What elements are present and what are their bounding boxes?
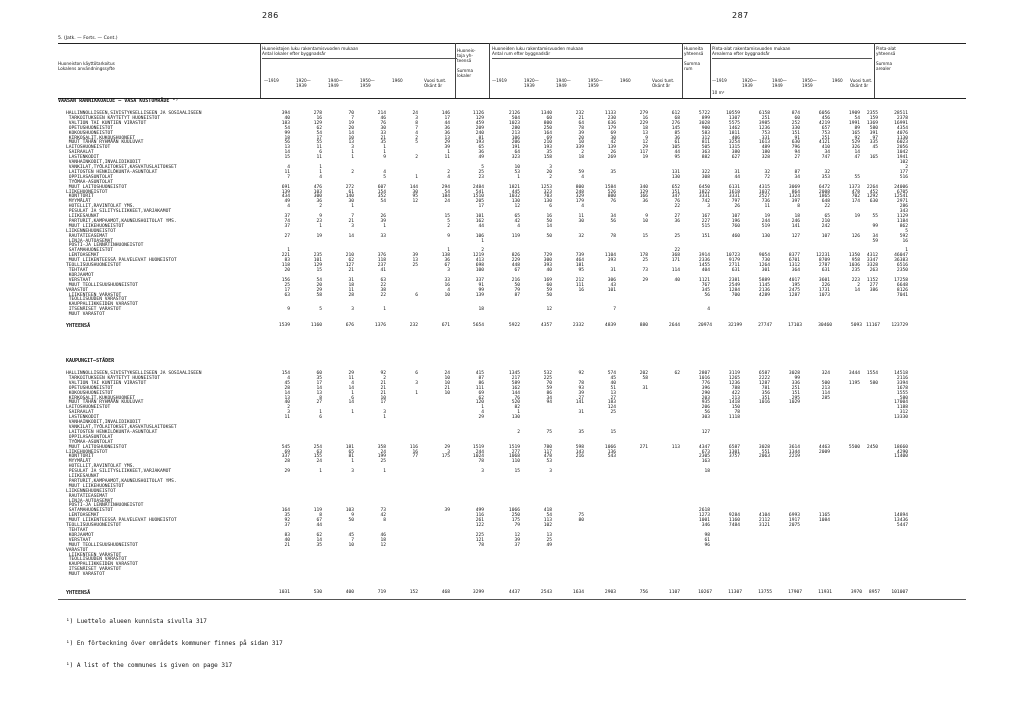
table-label: 5. (Jatk. — Forts. — Cont.) <box>58 36 118 41</box>
room-group-rule <box>492 58 682 59</box>
total-room-cell: 2332 <box>572 323 584 328</box>
area-column: 324 500 213 114 285 4463 2009 1165 1084 <box>818 371 830 524</box>
total-count-cell: 400 <box>345 590 354 595</box>
stub-head <box>58 61 115 71</box>
area-column: 6056 456 4219 657 753 251 4121 410 34 747 32 353 6472 2008 1865 648 22 65 210 242 107 12231 8709 2787 631 3601 226 1731 1073 <box>816 111 830 298</box>
total-count-cell: 152 <box>409 590 418 595</box>
area-total-column: 14518 2116 3394 1678 1555 580 17004 1188 312 13330 18660 4290 11400 14894 13436 5447 <box>894 371 908 529</box>
area-column: 3119 1265 1236 788 422 213 1418 150 78 1118 6587 1301 3757 9284 1160 7484 <box>728 371 740 529</box>
footnote-rule <box>58 599 966 600</box>
count-column: 24 10 10 21 10 29 3 175 39 <box>441 371 450 514</box>
room-column: 612 68 276 145 85 36 61 105 44 95 131 130 652 151 347 76 22 27 36 25 22 368 171 114 40 <box>671 111 680 283</box>
total-area-cell: 17907 <box>788 590 802 595</box>
total-room-cell: 1107 <box>668 590 680 595</box>
total-area-cell: 11307 <box>728 590 742 595</box>
total-label-coastal: YHTEENSÄ <box>66 323 91 329</box>
area-column: 6158 251 3985 1236 753 331 1613 489 180 328 32 72 4315 1037 2527 736 11 19 244 519 130 9054 730 1264 301 5889 1145 2136 4289 <box>758 111 770 298</box>
count-column: 394 40 183 54 99 18 56 13 14 15 4 11 7 691 139 434 49 4 37 74 37 27 1 221 83 118 20 156 25 17 63 9 <box>281 111 290 313</box>
room-column: 574 45 40 51 13 27 183 124 25 15 1066 136 543 <box>604 371 616 460</box>
area-column: 1554 580 2450 <box>866 371 878 450</box>
stub-head-fi: Huoneiston käyttötarkoitus <box>58 61 115 66</box>
room-column: 62 113 <box>671 371 680 450</box>
room-col-head: —1919 <box>492 78 507 83</box>
room-column: 532 225 70 59 86 34 94 75 780 117 478 53 3 418 54 113 102 13 25 49 <box>543 371 552 548</box>
area-group-head-sv: Arealerna efter byggnadsår <box>712 51 770 56</box>
total-area-cell: 11931 <box>818 590 832 595</box>
total-count-cell: 1539 <box>278 323 290 328</box>
count-column: 29 11 4 14 1 6 14 1 181 65 81 1 3 103 9 50 45 7 10 <box>345 371 354 548</box>
stub-head-sv: Lokalens användningssyfte <box>58 66 115 71</box>
room-column: 2126 504 1023 280 213 106 206 191 64 323 10 53 1 1821 445 1032 130 12 65 42 4 119 826 229 448 67 216 50 79 87 <box>508 111 520 298</box>
room-column: 1345 217 589 162 144 76 520 82 1 130 2 1519 277 1068 110 15 1066 250 175 79 12 39 37 <box>508 371 520 548</box>
room-group-head-fi: Huoneiden luku rakentamisvuoden mukaan <box>492 46 584 51</box>
total-count-cell: 671 <box>441 323 450 328</box>
count-group-head-sv: Antal lokaler efter byggnadsår <box>262 51 326 56</box>
total-count-cell: 232 <box>409 323 418 328</box>
total-room-cell: 5922 <box>508 323 520 328</box>
total-count-cell: 676 <box>345 323 354 328</box>
room-total-column: 5722 899 3028 900 583 312 811 505 363 882 322 308 6450 1822 3331 742 3 167 227 515 151 3914 2336 1455 404 1121 767 345 56 4 <box>698 111 710 313</box>
footnote-en: ¹) A list of the communes is given on page 317 <box>66 662 233 670</box>
footnotes <box>66 603 283 677</box>
count-group-head-fi: Huoneistojen luku rakentamisvuoden mukaan <box>262 46 359 51</box>
total-room-cell: 2543 <box>540 590 552 595</box>
total-area-cell: 32199 <box>728 323 742 328</box>
area-col-head: 1940— 1949 <box>772 78 787 88</box>
area-total-column: 28511 2378 16991 4354 4076 1130 6023 2056 1042 1941 102 2 177 516 24006 6705 12541 2971 286 343 1129 1184 862 5 592 16 1 46047 36383 6516 2350 17258 6648 8126 7041 <box>894 111 908 298</box>
count-total-column: 1126 129 459 209 240 81 193 65 36 49 5 25 23 2484 541 1510 205 17 101 162 44 106 1 2 1219 413 698 100 337 91 99 139 18 <box>472 111 484 313</box>
total-room-cell: 4357 <box>540 323 552 328</box>
count-column: 70 7 19 20 14 10 13 3 1 1 2 272 61 140 30 1 7 21 3 14 210 62 127 21 31 18 11 28 3 <box>345 111 354 313</box>
area-col-head: —1919 <box>712 78 727 83</box>
total-area-cell: 11167 <box>866 323 880 328</box>
count-group-rule <box>262 58 457 59</box>
count-column: 24 3 8 7 4 2 5 2 1 144 30 95 12 39 13 25 6 <box>409 111 418 298</box>
row-labels-cities: HALLINNOLLISEEN,SIVISTYKSELLISEEN JA SOSIAALISEEN TARKOITUKSEEN KÄYTETYT HUONEISTOT VALTION TAI KUNTIEN VIRASTOT OPETUSHUONEISTOT KOKOUSHUONEISTOT KIRKOSALIT,KUKOUSHUONEET MUUT TÄHÄN RYHMÄÄN KUULUVAT LAITOSHUONEISTOT SAIRAALAT LASTENKODIT VANHAINKODIT,INVALIDIKODIT VANKILAT,TYÖLAITOKSET,KASVATUSLAITOKSET LAITOSTEN HENKILÖKUNTA-ASUNTOLAT OPPILASASUNTOLAT TYÖMAA-ASUNTOLAT MUUT LAITOSHUONEISTOT LIIKEHUONEISTOT KONTTORIT MYYMÄLÄT HOTELLIT,RAVINTOLAT YMS. PESULAT JA SILITYSLIIKKEET,VARJAKAMOT LIIKESAUNAT PARTURIT,KAMPAAMOT,KAUNEUSHOITOLAT YMS. MUUT LIIKEHUONEISTOT LIIKENNEHUONEISTOT RAUTATIEASEMAT LINJA-AUTOASEMAT POSTI-JA LENNÄTINHUONEISTOT SATAMAHUONEISTOT LENTOASEMAT MUUT LIIKENTEESSÄ PALVELEVAT HUONEISTOT TEOLLISUUSHUONEISTOT TEHTAAT KORJAAMOT VERSTAAT MUUT TEOLLISUUSHUONEISTOT VARASTOT LIIKENTEEN VARASTOT TEOLLISUUDEN VARASTOT KAUPPALIIKKEIDEN VARASTOT ITSENÄISET VARASTOT MUUT VARASTOT <box>66 371 202 578</box>
count-total-column: 415 87 86 111 69 62 120 1 4 29 1519 244 1024 78 3 499 116 261 122 225 121 78 <box>472 371 484 548</box>
total-count-cell: 3299 <box>472 590 484 595</box>
area-group-head <box>712 46 790 56</box>
area-column: 3028 99 336 251 151 295 1029 3614 1344 2219 6993 1917 2075 <box>788 371 800 529</box>
total-count-cell: 468 <box>441 590 450 595</box>
total-room-cell: 1634 <box>572 590 584 595</box>
room-col-head: 1950— 1959 <box>588 78 603 88</box>
total-area-cell: 5093 <box>850 323 862 328</box>
area-column: 6587 2222 1287 781 356 351 1016 3028 551 2063 4104 2112 3121 <box>758 371 770 529</box>
total-room-cell: 4839 <box>604 323 616 328</box>
section-title-coastal: VAASAN RANNIKKOALUE — VASA KUSTOMRÅDE ¹⁾ <box>58 98 179 104</box>
room-col-head: Vuosi tunt. Okänt år <box>652 78 675 88</box>
total-area-cell: 8957 <box>868 590 880 595</box>
room-column: 202 58 31 271 <box>639 371 648 450</box>
total-area-cell: 17103 <box>788 323 802 328</box>
total-area-cell: 30460 <box>818 323 832 328</box>
total-count-cell: 1031 <box>278 590 290 595</box>
area-column: 10559 1307 5575 1462 1811 406 3254 1315 380 627 31 44 6131 1618 3331 797 26 107 196 760 460 10723 9179 2711 631 2381 2549 1284 700 <box>726 111 740 298</box>
row-labels-coastal: HALLINNOLLISEEN,SIVISTYKSELLISEEN JA SOSIAALISEEN TARKOITUKSEEN KÄYTETYT HUONEISTOT VALTION TAI KUNTIEN VIRASTOT OPETUSHUONEISTOT KOKOUSHUONEISTOT KIRKOSALIT,KUKOUSHUONEET MUUT TÄHÄN RYHMÄÄN KUULUVAT LAITOSHUONEISTOT SAIRAALAT LASTENKODIT VANHAINKODIT,INVALIDIKODIT VANKILAT,TYÖLAITOKSET,KASVATUSLAITOKSET LAITOSTEN HENKILÖKUNTA-ASUNTOLAT OPPILASASUNTOLAT TYÖMAA-ASUNTOLAT MUUT LAITOSHUONEISTOT LIIKEHUONEISTOT KONTTORIT MYYMÄLÄT HOTELLIT,RAVINTOLAT YMS. PESULAT JA SILITYSLIIKKEET,VARJAKAMOT LIIKESAUNAT PARTURIT,KAMPAAMOT,KAUNEUSHOITOLAT YMS. MUUT LIIKEHUONEISTOT LIIKENNEHUONEISTOT RAUTATIEASEMAT LINJA-AUTOASEMAT POSTI-JA LENNÄTINHUONEISTOT SATAMAHUONEISTOT LENTOASEMAT MUUT LIIKENTEESSÄ PALVELEVAT HUONEISTOT TEOLLISUUSHUONEISTOT TEHTAAT KORJAAMOT VERSTAAT MUUT TEOLLISUUSHUONEISTOT VARASTOT LIIKENTEEN VARASTOT TEOLLISUUDEN VARASTOT KAUPPALIIKKEIDEN VARASTOT ITSENÄISET VARASTOT MUUT VARASTOT <box>66 111 202 318</box>
area-col-head: 1960 <box>832 78 843 83</box>
count-col-head: 1950— 1959 <box>360 78 375 88</box>
area-column: 3444 1195 5500 <box>848 371 860 450</box>
divider <box>874 43 875 98</box>
total-count-cell: 5654 <box>472 323 484 328</box>
footnote-sv: ¹) En förteckning över områdets kommuner finnes på sidan 317 <box>66 640 283 648</box>
rooms-total-head: Huoneita yhteensä Summa rum <box>684 46 704 71</box>
area-total-head: Pinta-alat yhteensä Summa arealer <box>876 46 896 71</box>
room-col-head: 1960 <box>620 78 631 83</box>
total-room-cell: 2644 <box>668 323 680 328</box>
divider <box>682 43 683 98</box>
total-label-cities: YHTEENSÄ <box>66 590 91 596</box>
total-count-cell: 1160 <box>310 323 322 328</box>
area-column: 874 60 252 330 151 91 630 796 94 27 87 34 3069 864 1324 397 8 18 246 141 127 8377 6701 1312 364 4017 195 2475 1287 <box>788 111 800 298</box>
divider <box>260 43 261 98</box>
total-area-cell: 123729 <box>891 323 908 328</box>
count-column: 92 2 21 21 21 10 17 3 1 358 24 199 25 1 73 42 8 46 18 12 <box>377 371 386 548</box>
count-col-head: 1920— 1939 <box>296 78 311 88</box>
area-column: 2355 159 1369 580 391 97 335 45 165 2264 452 1292 630 55 99 34 59 4312 3347 3328 263 1152 277 386 <box>866 111 878 293</box>
total-count-cell: 530 <box>313 590 322 595</box>
count-col-head: 1960 <box>392 78 403 83</box>
room-column: 1133 230 636 179 69 30 42 139 26 269 35 1584 526 800 76 34 56 78 1104 393 31 306 43 101 7 <box>604 111 616 313</box>
total-area-cell: 27747 <box>758 323 772 328</box>
total-room-cell: 4437 <box>508 590 520 595</box>
count-col-head: 1940— 1949 <box>328 78 343 88</box>
total-count-cell: 1376 <box>374 323 386 328</box>
area-col-head: 1950— 1959 <box>802 78 817 88</box>
total-area-cell: 13755 <box>758 590 772 595</box>
room-column: 279 16 229 18 13 9 12 29 117 19 340 129 166 36 9 10 15 178 25 73 29 <box>639 111 648 283</box>
divider <box>455 43 456 98</box>
divider <box>710 43 711 98</box>
total-room-cell: 880 <box>639 323 648 328</box>
count-column: 60 35 17 14 13 8 27 1 6 254 63 155 24 1 119 8 67 44 62 14 35 <box>313 371 322 548</box>
room-column: 232 21 64 78 39 20 10 339 2 18 59 4 800 248 329 179 4 11 30 32 739 464 181 95 212 111 16 <box>575 111 584 293</box>
area-group-rule <box>712 58 872 59</box>
area-unit: 10 m² <box>712 90 725 95</box>
room-column: 92 78 93 39 27 141 31 35 598 143 216 75 80 <box>575 371 584 524</box>
room-total-column: 2807 1016 776 396 290 203 935 206 56 303 127 4347 673 2305 163 18 2618 1273 1001 346 98 61 96 <box>698 371 710 548</box>
count-group-head <box>262 46 358 56</box>
count-col-head: Vuosi tunt. Okänt år <box>424 78 447 88</box>
area-col-head: 1920— 1939 <box>742 78 757 88</box>
count-column: 278 16 129 62 54 17 55 11 6 11 1 1 4 476 103 300 36 2 9 23 1 19 235 101 129 15 54 20 29 58 5 <box>313 111 322 313</box>
total-room-cell: 2903 <box>604 590 616 595</box>
room-column: 1340 60 800 250 164 69 210 193 35 158 3 20 2 1253 323 703 130 6 16 50 14 50 729 300 393 40 169 60 59 50 12 <box>540 111 552 313</box>
room-col-head: 1940— 1949 <box>556 78 571 88</box>
count-total-head: Huoneis- toja yh- teensä Summa lokaler <box>457 48 476 78</box>
total-room-cell: 756 <box>639 590 648 595</box>
area-group-head-fi: Pinta-alat rakentamisvuoden mukaan <box>712 46 791 51</box>
divider <box>489 43 490 98</box>
total-room-cell: 10267 <box>698 590 712 595</box>
count-column: 214 46 76 30 33 21 35 1 1 9 4 5 607 154 352 54 26 39 1 33 376 118 237 41 63 22 38 22 1 <box>377 111 386 313</box>
total-count-cell: 719 <box>377 590 386 595</box>
total-area-cell: 101007 <box>891 590 908 595</box>
room-group-head <box>492 46 583 56</box>
total-area-cell: 3970 <box>850 590 862 595</box>
count-column: 146 17 44 36 36 13 29 39 1 11 2 4 294 54 184 24 15 5 2 9 1 138 36 67 3 33 16 4 10 <box>441 111 450 298</box>
area-col-head: Vuosi tunt. Okänt år <box>850 78 873 88</box>
page-number-left: 286 <box>262 11 279 20</box>
header-top-rule <box>58 43 966 44</box>
count-column: 6 3 1 116 16 77 <box>409 371 418 460</box>
room-col-head: 1920— 1939 <box>524 78 539 88</box>
area-column: 1909 54 1991 89 165 92 529 326 14 47 55 1373 478 702 174 19 126 1350 958 1036 235 223 2 14 <box>848 111 860 293</box>
room-group-head-sv: Antal rum efter byggnadsår <box>492 51 551 56</box>
section-title-cities: KAUPUNGIT—STÄDER <box>66 358 115 364</box>
footnote-fi: ¹) Luettelo alueen kunnista sivulla 317 <box>66 617 207 625</box>
page-number-right: 287 <box>732 11 749 20</box>
header-bottom-rule <box>58 98 966 99</box>
count-column: 154 4 45 28 14 13 40 2 3 11 545 69 337 28 29 164 35 92 37 83 40 21 <box>281 371 290 548</box>
total-room-cell: 20974 <box>698 323 712 328</box>
count-col-head: —1919 <box>264 78 279 83</box>
